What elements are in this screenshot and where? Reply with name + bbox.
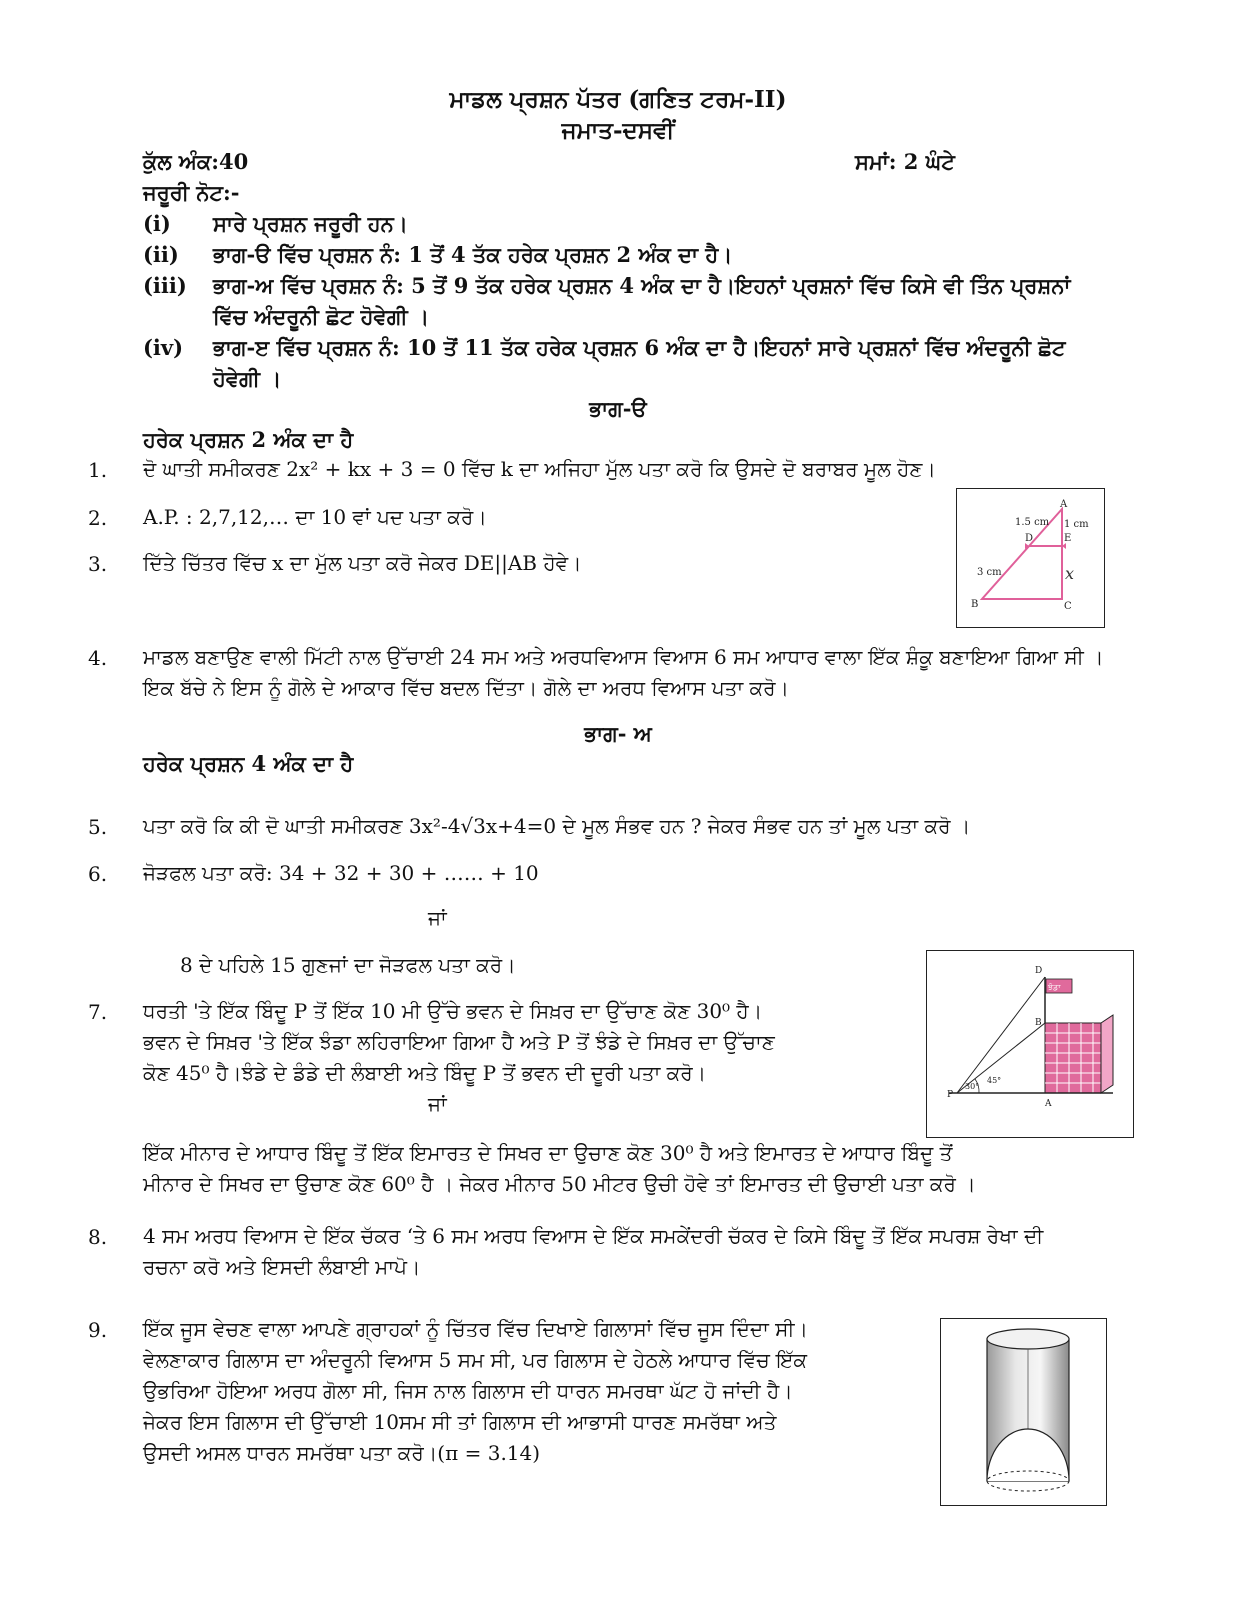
question-text: ਉਸਦੀ ਅਸਲ ਧਾਰਨ ਸਮਰੱਥਾ ਪਤਾ ਕਰੋ।(π = 3.14) [143,1441,541,1465]
label-c: C [1064,601,1072,612]
question-text: ਇੱਕ ਜੂਸ ਵੇਚਣ ਵਾਲਾ ਆਪਣੇ ਗ੍ਰਾਹਕਾਂ ਨੂੰ ਚਿੱਤਰ ਵਿੱਚ ਦਿਖਾਏ ਗਿਲਾਸਾਂ ਵਿੱਚ ਜੂਸ ਦਿੰਦਾ ਸੀ। [143,1317,809,1341]
label-d: D [1025,533,1034,544]
glass-figure [940,1318,1107,1506]
angle-30-label: 30° [965,1082,980,1091]
question-number: 5. [88,815,108,839]
label-x: x [1065,564,1075,583]
angle-45-label: 45° [987,1076,1002,1085]
or-label: ਜਾਂ [428,906,447,930]
question-text: ਪਤਾ ਕਰੋ ਕਿ ਕੀ ਦੋ ਘਾਤੀ ਸਮੀਕਰਣ 3x²-4√3x+4=0 ਦੇ ਮੂਲ ਸੰਭਵ ਹਨ ? ਜੇਕਰ ਸੰਭਵ ਹਨ ਤਾਂ ਮੂਲ ਪਤਾ ਕਰੋ । [143,814,971,838]
note-text: ਸਾਰੇ ਪ੍ਰਸ਼ਨ ਜਰੂਰੀ ਹਨ। [213,211,408,236]
question-text: ਵੇਲਣਾਕਾਰ ਗਿਲਾਸ ਦਾ ਅੰਦਰੂਨੀ ਵਿਆਸ 5 ਸਮ ਸੀ, ਪਰ ਗਿਲਾਸ ਦੇ ਹੇਠਲੇ ਆਧਾਰ ਵਿੱਚ ਇੱਕ [143,1348,808,1372]
notes-heading: ਜਰੂਰੀ ਨੋਟ:- [143,180,240,205]
label-ad: 1.5 cm [1015,517,1050,528]
glass-diagram [941,1319,1106,1505]
section-b-title: ਭਾਗ- ਅ [584,721,652,746]
note-text: ਭਾਗ-ੳ ਵਿੱਚ ਪ੍ਰਸ਼ਨ ਨੰ: 1 ਤੋਂ 4 ਤੱਕ ਹਰੇਕ ਪ੍ਰਸ਼ਨ 2 ਅੰਕ ਦਾ ਹੈ। [213,242,733,267]
question-text: ਉਭਰਿਆ ਹੋਇਆ ਅਰਧ ਗੋਲਾ ਸੀ, ਜਿਸ ਨਾਲ ਗਿਲਾਸ ਦੀ ਧਾਰਨ ਸਮਰਥਾ ਘੱਟ ਹੋ ਜਾਂਦੀ ਹੈ। [143,1379,793,1403]
label-p: P [947,1090,954,1100]
question-text: ਮਾਡਲ ਬਣਾਉਣ ਵਾਲੀ ਮਿੱਟੀ ਨਾਲ ਉੱਚਾਈ 24 ਸਮ ਅਤੇ ਅਰਧਵਿਆਸ ਵਿਆਸ 6 ਸਮ ਆਧਾਰ ਵਾਲਾ ਇੱਕ ਸ਼ੰਕੂ ਬਣਾਇਆ ਗਿਆ ਸੀ । ਇਕ ਬੱਚੇ ਨੇ ਇਸ ਨੂੰ ਗੋਲੇ ਦੇ ਆਕਾਰ ਵਿੱਚ ਬਦਲ ਦਿੱਤਾ। ਗੋਲੇ ਦਾ ਅਰਧ ਵਿਆਸ ਪਤਾ ਕਰੋ। [143,645,1104,700]
question-text: ਜੇਕਰ ਇਸ ਗਿਲਾਸ ਦੀ ਉੱਚਾਈ 10ਸਮ ਸੀ ਤਾਂ ਗਿਲਾਸ ਦੀ ਆਭਾਸੀ ਧਾਰਣ ਸਮਰੱਥਾ ਅਤੇ [143,1410,777,1434]
question-text: ਕੋਣ 45⁰ ਹੈ।ਝੰਡੇ ਦੇ ਡੰਡੇ ਦੀ ਲੰਬਾਈ ਅਤੇ ਬਿੰਦੂ P ਤੋਂ ਭਵਨ ਦੀ ਦੂਰੀ ਪਤਾ ਕਰੋ। [143,1061,707,1085]
label-a: A [1060,499,1068,510]
question-number: 3. [88,552,108,576]
question-alt-text: ਇੱਕ ਮੀਨਾਰ ਦੇ ਆਧਾਰ ਬਿੰਦੂ ਤੋਂ ਇੱਕ ਇਮਾਰਤ ਦੇ ਸਿਖਰ ਦਾ ਉਚਾਣ ਕੋਣ 30⁰ ਹੈ ਅਤੇ ਇਮਾਰਤ ਦੇ ਆਧਾਰ ਬਿੰਦੂ ਤੋਂ [143,1141,953,1165]
question-text: ਧਰਤੀ 'ਤੇ ਇੱਕ ਬਿੰਦੂ P ਤੋਂ ਇੱਕ 10 ਮੀ ਉੱਚੇ ਭਵਨ ਦੇ ਸਿਖ਼ਰ ਦਾ ਉੱਚਾਣ ਕੋਣ 30⁰ ਹੈ। [143,999,763,1023]
section-a-title: ਭਾਗ-ੳ [589,396,647,421]
note-number: (iii) [143,273,187,298]
question-number: 4. [88,646,108,670]
class-label: ਜਮਾਤ-ਦਸਵੀਂ [561,117,675,144]
question-number: 9. [88,1318,108,1342]
question-alt-text: ਮੀਨਾਰ ਦੇ ਸਿਖਰ ਦਾ ਉਚਾਣ ਕੋਣ 60⁰ ਹੈ । ਜੇਕਰ ਮੀਨਾਰ 50 ਮੀਟਰ ਉਚੀ ਹੋਵੇ ਤਾਂ ਇਮਾਰਤ ਦੀ ਉਚਾਈ ਪਤਾ ਕਰੋ । [143,1172,976,1196]
max-marks: ਕੁੱਲ ਅੰਕ:40 [143,149,249,174]
question-text: ਭਵਨ ਦੇ ਸਿਖ਼ਰ 'ਤੇ ਇੱਕ ਝੰਡਾ ਲਹਿਰਾਇਆ ਗਿਆ ਹੈ ਅਤੇ P ਤੋਂ ਝੰਡੇ ਦੇ ਸਿਖ਼ਰ ਦਾ ਉੱਚਾਣ [143,1030,775,1054]
question-text: ਜੋੜਫਲ ਪਤਾ ਕਰੋ: 34 + 32 + 30 + …… + 10 [143,861,539,885]
section-a-marks-note: ਹਰੇਕ ਪ੍ਰਸ਼ਨ 2 ਅੰਕ ਦਾ ਹੈ [143,427,354,452]
note-text: ਭਾਗ-ੲ ਵਿੱਚ ਪ੍ਰਸ਼ਨ ਨੰ: 10 ਤੋਂ 11 ਤੱਕ ਹਰੇਕ ਪ੍ਰਸ਼ਨ 6 ਅੰਕ ਦਾ ਹੈ।ਇਹਨਾਂ ਸਾਰੇ ਪ੍ਰਸ਼ਨਾਂ ਵਿੱਚ ਅੰਦਰੂਨੀ ਛੋਟ ਹੋਵੇਗੀ । [213,335,1066,391]
question-text: A.P. : 2,7,12,… ਦਾ 10 ਵਾਂ ਪਦ ਪਤਾ ਕਰੋ। [143,505,487,529]
note-number: (i) [143,211,171,236]
flag-label: ਝੰਡਾ [1048,983,1061,992]
question-number: 7. [88,1000,108,1024]
question-number: 6. [88,862,108,886]
triangle-diagram [957,489,1104,627]
glass-top [987,1329,1069,1349]
label-db: 3 cm [977,567,1002,578]
note-text: ਭਾਗ-ਅ ਵਿੱਚ ਪ੍ਰਸ਼ਨ ਨੰ: 5 ਤੋਂ 9 ਤੱਕ ਹਰੇਕ ਪ੍ਰਸ਼ਨ 4 ਅੰਕ ਦਾ ਹੈ।ਇਹਨਾਂ ਪ੍ਰਸ਼ਨਾਂ ਵਿੱਚ ਕਿਸੇ ਵੀ ਤਿੰਨ ਪ੍ਰਸ਼ਨਾਂ ਵਿੱਚ ਅੰਦਰੂਨੀ ਛੋਟ ਹੋਵੇਗੀ । [213,273,1071,329]
triangle-figure [956,488,1105,628]
question-text: 4 ਸਮ ਅਰਧ ਵਿਆਸ ਦੇ ਇੱਕ ਚੱਕਰ ‘ਤੇ 6 ਸਮ ਅਰਧ ਵਿਆਸ ਦੇ ਇੱਕ ਸਮਕੇਂਦਰੀ ਚੱਕਰ ਦੇ ਕਿਸੇ ਬਿੰਦੂ ਤੋਂ ਇੱਕ ਸਪਰਸ਼ ਰੇਖਾ ਦੀ ਰਚਨਾ ਕਰੋ ਅਤੇ ਇਸਦੀ ਲੰਬਾਈ ਮਾਪੋ। [143,1224,1044,1279]
elevation-figure [926,950,1134,1138]
label-ae: 1 cm [1064,519,1089,530]
question-number: 1. [88,458,108,482]
label-d: D [1035,966,1043,976]
label-e: E [1064,533,1072,544]
question-number: 2. [88,506,108,530]
paper-title: ਮਾਡਲ ਪ੍ਰਸ਼ਨ ਪੱਤਰ (ਗਣਿਤ ਟਰਮ-II) [449,86,787,113]
question-alt-text: 8 ਦੇ ਪਹਿਲੇ 15 ਗੁਣਜਾਂ ਦਾ ਜੋੜਫਲ ਪਤਾ ਕਰੋ। [180,953,516,977]
section-b-marks-note: ਹਰੇਕ ਪ੍ਰਸ਼ਨ 4 ਅੰਕ ਦਾ ਹੈ [143,751,354,776]
or-label: ਜਾਂ [428,1092,447,1116]
label-a: A [1045,1099,1052,1109]
time-allowed: ਸਮਾਂ: 2 ਘੰਟੇ [855,149,955,174]
question-number: 8. [88,1225,108,1249]
note-number: (iv) [143,335,184,360]
elevation-diagram [927,951,1133,1137]
label-b: B [1035,1018,1042,1028]
building-side [1101,1015,1113,1093]
question-text: ਦਿੱਤੇ ਚਿੱਤਰ ਵਿੱਚ x ਦਾ ਮੁੱਲ ਪਤਾ ਕਰੋ ਜੇਕਰ DE||AB ਹੋਵੇ। [143,551,582,575]
note-number: (ii) [143,242,179,267]
label-b: B [971,599,979,610]
question-text: ਦੋ ਘਾਤੀ ਸਮੀਕਰਣ 2x² + kx + 3 = 0 ਵਿੱਚ k ਦਾ ਅਜਿਹਾ ਮੁੱਲ ਪਤਾ ਕਰੋ ਕਿ ਉਸਦੇ ਦੋ ਬਰਾਬਰ ਮੂਲ ਹੋਣ। [143,457,936,481]
